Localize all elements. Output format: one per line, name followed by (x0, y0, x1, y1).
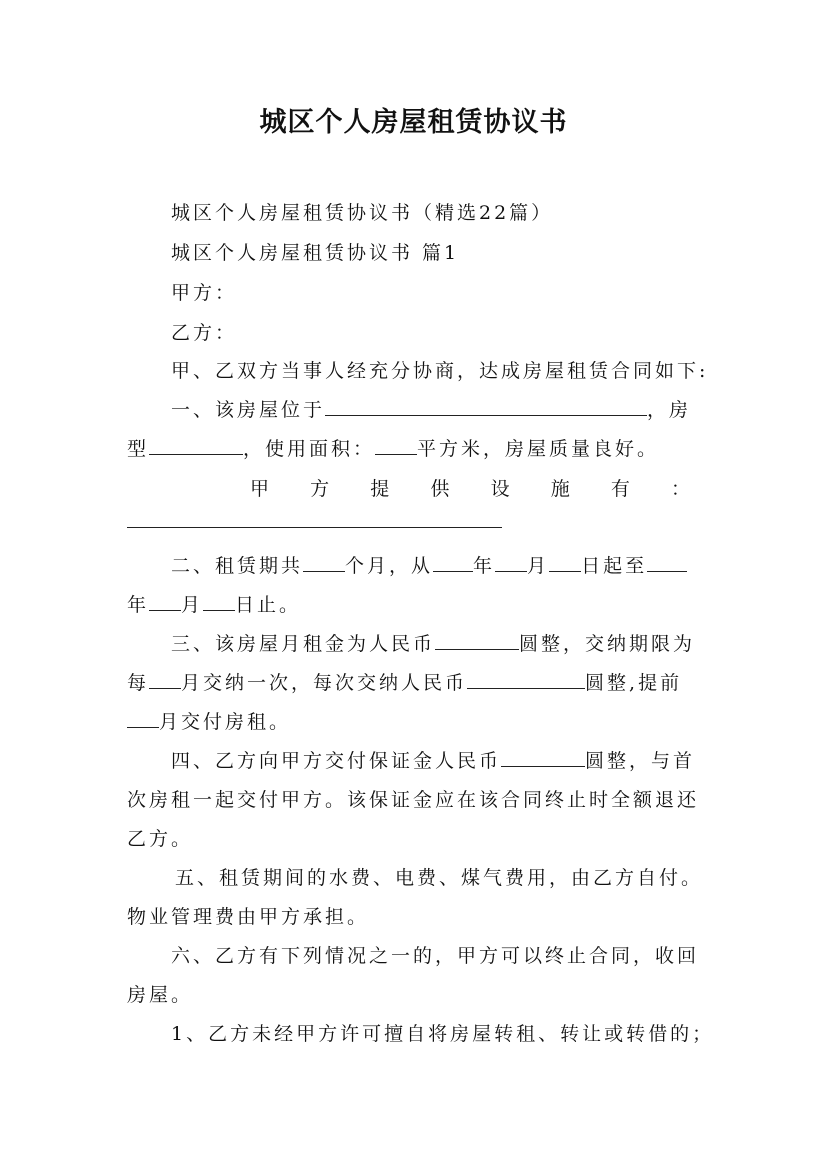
subtitle: 城区个人房屋租赁协议书（精选22篇） (171, 202, 554, 224)
facilities-char: 设 (490, 478, 510, 500)
intro-paragraph: 甲、乙双方当事人经充分协商，达成房屋租赁合同如下: (171, 360, 709, 382)
clause-4-line-1 (171, 746, 695, 773)
clause-3-text-b: 圆整，交纳期限为 (519, 633, 696, 655)
party-a-label: 甲方： (171, 282, 238, 304)
clause-4-text-a: 四、乙方向甲方交付保证金人民币 (171, 750, 502, 772)
clause-2-text-b: 个月，从 (345, 555, 434, 577)
end-year-blank (647, 551, 687, 572)
clause-1-line-2 (127, 434, 659, 461)
clause-3-text-f: 月交付房租。 (159, 711, 292, 733)
facilities-blank (127, 527, 502, 528)
clause-2-line-2 (127, 590, 301, 617)
deposit-blank (501, 746, 585, 767)
facilities-char: ： (670, 478, 690, 500)
clause-3-line-3 (127, 707, 291, 734)
start-year-blank (433, 551, 473, 572)
facilities-char: 有 (610, 478, 630, 500)
months-blank (303, 551, 345, 572)
end-day-blank (203, 590, 235, 611)
payment-interval-blank (149, 668, 181, 689)
clause-4-line-3: 乙方。 (127, 828, 194, 850)
monthly-rent-blank (435, 629, 519, 650)
document-title: 城区个人房屋租赁协议书 (259, 107, 568, 138)
clause-2-text-a: 二、租赁期共 (171, 555, 304, 577)
clause-3-text-e: 圆整,提前 (585, 672, 683, 694)
clause-4-line-2: 次房租一起交付甲方。该保证金应在该合同终止时全额退还 (127, 789, 700, 811)
clause-4-text-b: 圆整，与首 (585, 750, 696, 772)
clause-5-line-1: 五、租赁期间的水费、电费、煤气费用，由乙方自付。 (175, 867, 704, 889)
party-b-label: 乙方： (171, 322, 238, 344)
clause-5-line-2: 物业管理费由甲方承担。 (127, 906, 370, 928)
clause-1-text-e: 平方米，房屋质量良好。 (417, 438, 660, 460)
facilities-char: 方 (310, 478, 330, 500)
clause-3-text-c: 每 (127, 672, 150, 694)
clause-2-text-g: 月 (181, 594, 204, 616)
address-blank (325, 395, 647, 416)
clause-2-line-1 (171, 551, 687, 578)
clause-2-text-e: 日起至 (581, 555, 648, 577)
clause-6-item-1: 1、乙方未经甲方许可擅自将房屋转租、转让或转借的； (171, 1023, 715, 1045)
facilities-char: 供 (430, 478, 450, 500)
clause-3-text-d: 月交纳一次，每次交纳人民币 (181, 672, 468, 694)
section-heading: 城区个人房屋租赁协议书 篇1 (171, 242, 460, 264)
clause-1-line-1 (171, 395, 691, 422)
clause-6-line-1: 六、乙方有下列情况之一的，甲方可以终止合同，收回 (171, 945, 700, 967)
clause-3-line-2 (127, 668, 682, 695)
advance-months-blank (127, 707, 159, 728)
facilities-char: 甲 (250, 478, 270, 500)
facilities-char: 提 (370, 478, 390, 500)
clause-2-text-d: 月 (527, 555, 550, 577)
start-day-blank (549, 551, 581, 572)
clause-2-text-c: 年 (473, 555, 496, 577)
facilities-line (250, 474, 690, 501)
clause-2-text-h: 日止。 (235, 594, 302, 616)
clause-3-text-a: 三、该房屋月租金为人民币 (171, 633, 436, 655)
area-blank (375, 434, 417, 455)
start-month-blank (495, 551, 527, 572)
layout-blank (149, 434, 243, 455)
clause-1-text-a: 一、该房屋位于 (171, 399, 326, 421)
clause-1-text-d: ，使用面积： (243, 438, 376, 460)
clause-2-text-f: 年 (127, 594, 150, 616)
end-month-blank (149, 590, 181, 611)
clause-1-text-c: 型 (127, 438, 150, 460)
clause-6-line-2: 房屋。 (127, 984, 194, 1006)
clause-3-line-1 (171, 629, 695, 656)
facilities-char: 施 (550, 478, 570, 500)
clause-1-text-b: ，房 (647, 399, 692, 421)
payment-amount-blank (467, 668, 585, 689)
